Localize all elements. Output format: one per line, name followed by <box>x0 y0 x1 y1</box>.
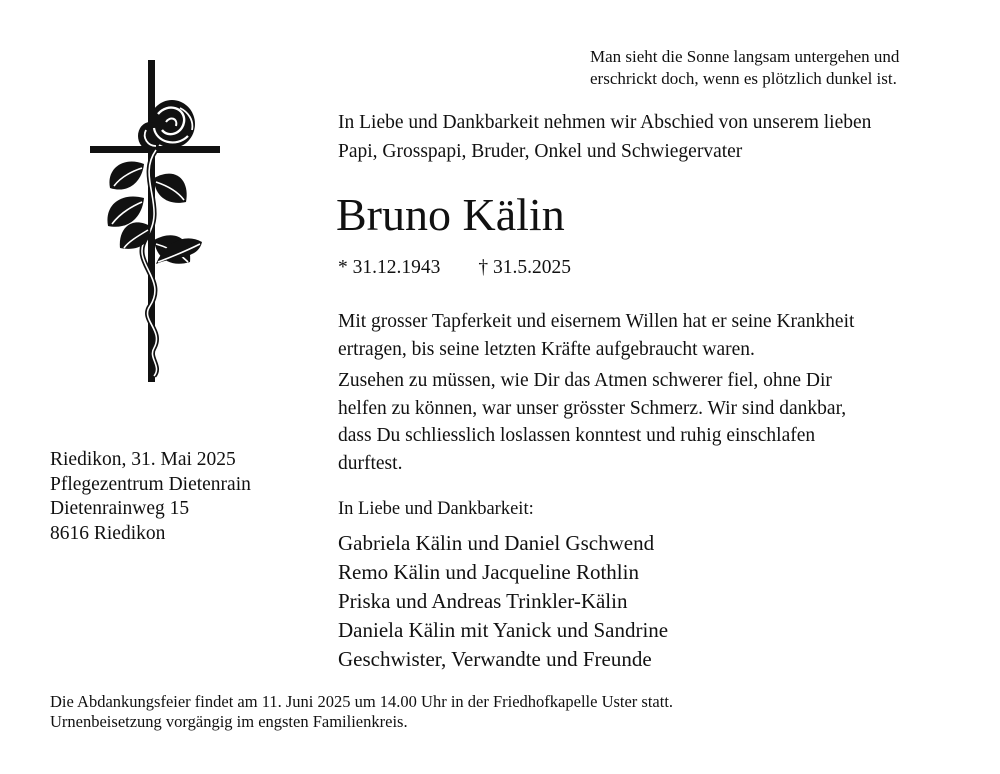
mourner-entry: Geschwister, Verwandte und Freunde <box>338 647 652 671</box>
footer-line: Die Abdankungsfeier findet am 11. Juni 2025 um 14.00 Uhr in der Friedhofkapelle Uster statt. <box>50 692 674 711</box>
intro-text <box>338 108 978 166</box>
birth-date: * 31.12.1943 <box>338 257 441 278</box>
ceremony-notice <box>50 692 673 731</box>
address-line: Dietenrainweg 15 <box>50 498 190 519</box>
tribute-line: helfen zu können, war unser grösster Schmerz. Wir sind dankbar, <box>338 397 847 419</box>
mourning-address <box>50 448 251 546</box>
tribute-line: Mit grosser Tapferkeit und eisernem Willen hat er seine Krankheit <box>338 311 855 332</box>
tribute-line: ertragen, bis seine letzten Kräfte aufgebraucht waren. <box>338 338 755 360</box>
tribute-paragraph-2 <box>338 367 978 477</box>
deceased-name: Bruno Kälin <box>336 189 565 240</box>
mourner-entry: Priska und Andreas Trinkler-Kälin <box>338 589 628 613</box>
tribute-paragraph-1 <box>338 308 978 363</box>
death-date: † 31.5.2025 <box>478 257 571 278</box>
intro-line: Papi, Grosspapi, Bruder, Onkel und Schwiegervater <box>338 141 743 162</box>
life-dates <box>338 255 571 281</box>
tribute-line: durftest. <box>338 452 403 474</box>
mourner-entry: Daniela Kälin mit Yanick und Sandrine <box>338 618 669 642</box>
motto <box>590 46 960 90</box>
footer-line: Urnenbeisetzung vorgängig im engsten Familienkreis. <box>50 711 408 731</box>
address-line: Riedikon, 31. Mai 2025 <box>50 449 236 470</box>
mourner-entry: Gabriela Kälin und Daniel Gschwend <box>338 531 655 555</box>
cross-with-rose-icon <box>84 58 226 384</box>
mourners-list <box>338 529 668 674</box>
rose-bloom <box>138 100 195 150</box>
signature-intro: In Liebe und Dankbarkeit: <box>338 499 534 519</box>
tribute-line: Zusehen zu müssen, wie Dir das Atmen schwerer fiel, ohne Dir <box>338 370 832 391</box>
tribute-line: dass Du schliesslich loslassen konntest und ruhig einschlafen <box>338 425 816 446</box>
address-line: 8616 Riedikon <box>50 522 166 544</box>
motto-line: Man sieht die Sonne langsam untergehen und <box>590 47 900 66</box>
motto-line: erschrickt doch, wenn es plötzlich dunkel ist. <box>590 69 897 88</box>
address-line: Pflegezentrum Dietenrain <box>50 473 251 495</box>
intro-line: In Liebe und Dankbarkeit nehmen wir Abschied von unserem lieben <box>338 112 872 133</box>
mourner-entry: Remo Kälin und Jacqueline Rothlin <box>338 560 639 584</box>
